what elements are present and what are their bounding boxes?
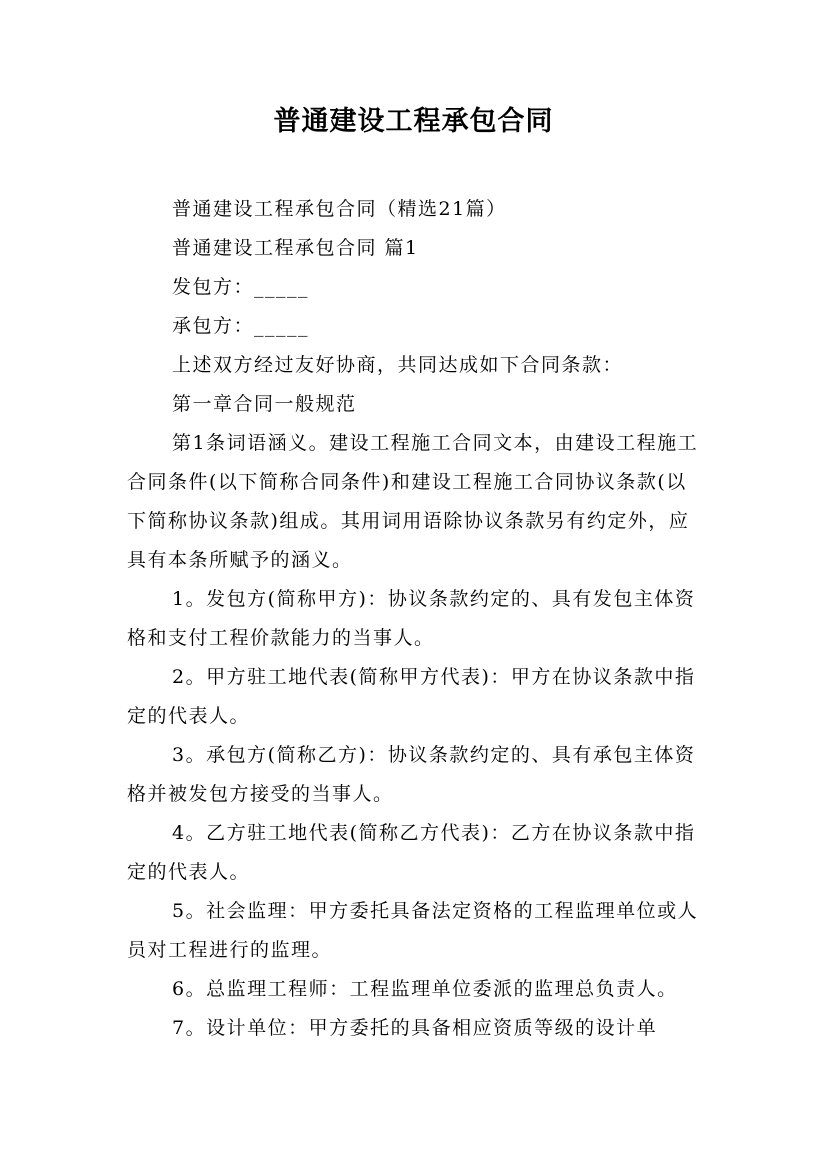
- paragraph-clause-2: 2。甲方驻工地代表(简称甲方代表)：甲方在协议条款中指定的代表人。: [127, 666, 696, 727]
- paragraph-clause-7: 7。设计单位：甲方委托的具备相应资质等级的设计单: [172, 1017, 658, 1039]
- paragraph-contractor: 承包方：_____: [172, 315, 310, 337]
- paragraph-agreement-intro: 上述双方经过友好协商，共同达成如下合同条款：: [172, 354, 624, 376]
- paragraph-article-1: 第1条词语涵义。建设工程施工合同文本，由建设工程施工合同条件(以下简称合同条件)和建设工程施工合同协议条款(以下简称协议条款)组成。其用词用语除协议条款另有约定外，应具有本条所赋予的涵义。: [127, 432, 699, 571]
- document-title: 普通建设工程承包合同: [273, 106, 554, 137]
- document-body: [127, 190, 707, 1048]
- paragraph-clause-1: 1。发包方(简称甲方)：协议条款约定的、具有发包主体资格和支付工程价款能力的当事人。: [127, 588, 696, 649]
- paragraph-clause-6: 6。总监理工程师：工程监理单位委派的监理总负责人。: [172, 978, 678, 1000]
- paragraph-section-heading: 普通建设工程承包合同 篇1: [172, 237, 419, 259]
- paragraph-clause-3: 3。承包方(简称乙方)：协议条款约定的、具有承包主体资格并被发包方接受的当事人。: [127, 744, 696, 805]
- paragraph-clause-4: 4。乙方驻工地代表(简称乙方代表)：乙方在协议条款中指定的代表人。: [127, 822, 696, 883]
- paragraph-chapter-heading: 第一章合同一般规范: [172, 393, 357, 415]
- paragraph-clause-5: 5。社会监理：甲方委托具备法定资格的工程监理单位或人员对工程进行的监理。: [127, 900, 699, 961]
- paragraph-employer: 发包方：_____: [172, 276, 310, 298]
- paragraph-collection-title: 普通建设工程承包合同（精选21篇）: [172, 198, 507, 220]
